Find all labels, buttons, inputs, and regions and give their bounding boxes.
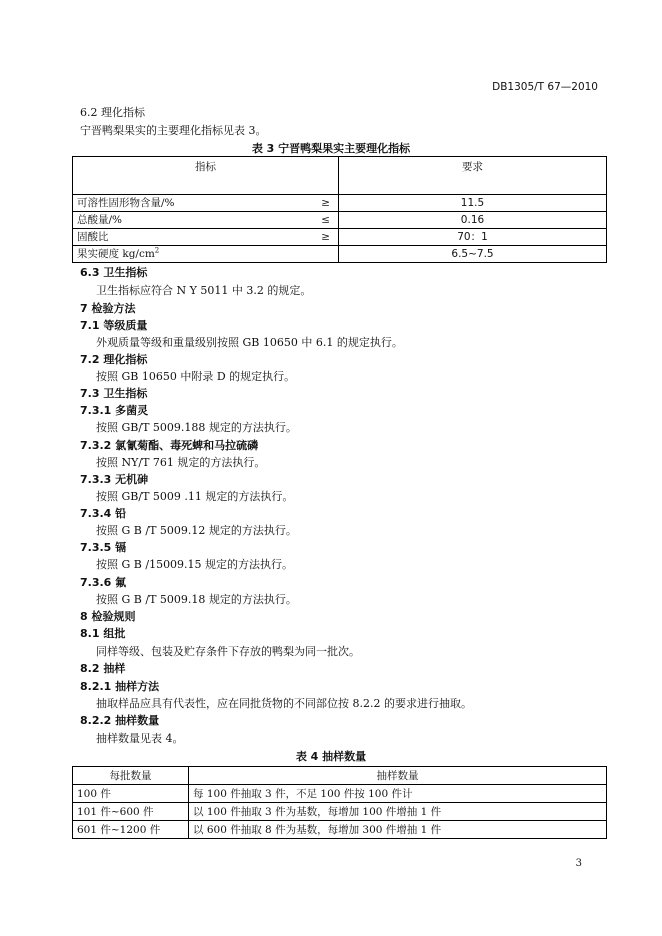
section-7-heading: 7 检验方法: [80, 302, 136, 315]
section-7-3-4-body: 按照 G B /T 5009.12 规定的方法执行。: [96, 524, 297, 537]
section-8-2-2-body: 抽样数量见表 4。: [96, 732, 184, 745]
table-3: [72, 156, 607, 263]
section-7-2-heading: 7.2 理化指标: [80, 353, 148, 366]
section-8-2-1-body: 抽取样品应具有代表性，应在同批货物的不同部位按 8.2.2 的要求进行抽取。: [96, 697, 472, 710]
table-row: [73, 229, 607, 246]
table-3-header-requirement: 要求: [339, 157, 607, 195]
table-row: [73, 803, 607, 821]
table-cell-value: 11.5: [339, 195, 607, 212]
table-row: [73, 821, 607, 839]
comparison-symbol: ≥: [321, 231, 330, 243]
section-7-3-2-heading: 7.3.2 氯氰菊酯、毒死蜱和马拉硫磷: [80, 439, 259, 452]
section-7-3-3-heading: 7.3.3 无机砷: [80, 473, 149, 486]
table-row: [73, 212, 607, 229]
table-cell-sample: 每 100 件抽取 3 件，不足 100 件按 100 件计: [189, 785, 607, 803]
table-4-header-sample: 抽样数量: [189, 767, 607, 785]
section-8-1-heading: 8.1 组批: [80, 627, 126, 640]
section-7-3-6-heading: 7.3.6 氟: [80, 576, 127, 589]
section-7-3-heading: 7.3 卫生指标: [80, 387, 148, 400]
indicator-name: 固酸比: [77, 231, 109, 243]
table-cell-batch: 101 件~600 件: [73, 803, 189, 821]
section-6-2-heading: 6.2 理化指标: [80, 106, 145, 119]
comparison-symbol: ≥: [321, 197, 330, 209]
table-cell-indicator: [73, 246, 339, 263]
table-4-header-batch: 每批数量: [73, 767, 189, 785]
section-7-3-3-body: 按照 GB/T 5009 .11 规定的方法执行。: [96, 490, 294, 503]
section-6-3-body: 卫生指标应符合 N Y 5011 中 3.2 的规定。: [96, 284, 312, 297]
table-row: [73, 195, 607, 212]
table-3-header-row: [73, 157, 607, 195]
section-7-3-1-heading: 7.3.1 多菌灵: [80, 404, 149, 417]
section-7-3-1-body: 按照 GB/T 5009.188 规定的方法执行。: [96, 421, 297, 434]
section-7-2-body: 按照 GB 10650 中附录 D 的规定执行。: [96, 370, 296, 383]
table-cell-sample: 以 100 件抽取 3 件为基数，每增加 100 件增抽 1 件: [189, 803, 607, 821]
table-cell-value: 0.16: [339, 212, 607, 229]
section-7-3-5-body: 按照 G B /15009.15 规定的方法执行。: [96, 558, 294, 571]
indicator-name: 总酸量/%: [77, 214, 123, 226]
section-7-1-heading: 7.1 等级质量: [80, 319, 148, 332]
section-8-heading: 8 检验规则: [80, 610, 136, 623]
indicator-name: 可溶性固形物含量/%: [77, 197, 175, 209]
table-4: [72, 766, 607, 839]
table-cell-sample: 以 600 件抽取 8 件为基数，每增加 300 件增抽 1 件: [189, 821, 607, 839]
table-cell-value: 6.5~7.5: [339, 246, 607, 263]
table-cell-value: 70：1: [339, 229, 607, 246]
document-code: DB1305/T 67—2010: [492, 81, 598, 93]
comparison-symbol: ≤: [321, 214, 330, 226]
section-7-3-6-body: 按照 G B /T 5009.18 规定的方法执行。: [96, 593, 297, 606]
section-6-3-heading: 6.3 卫生指标: [80, 266, 148, 279]
table-3-title: 表 3 宁晋鸭梨果实主要理化指标: [251, 142, 411, 155]
table-row: [73, 246, 607, 263]
section-6-2-intro: 宁晋鸭梨果实的主要理化指标见表 3。: [80, 124, 267, 137]
table-4-title: 表 4 抽样数量: [295, 750, 367, 763]
section-8-2-heading: 8.2 抽样: [80, 662, 126, 675]
table-cell-batch: 601 件~1200 件: [73, 821, 189, 839]
section-8-2-2-heading: 8.2.2 抽样数量: [80, 714, 160, 727]
section-7-1-body: 外观质量等级和重量级别按照 GB 10650 中 6.1 的规定执行。: [96, 336, 403, 349]
table-cell-indicator: [73, 229, 339, 246]
unit-superscript: 2: [154, 246, 160, 255]
section-7-3-5-heading: 7.3.5 镉: [80, 541, 127, 554]
table-3-header-indicator: 指标: [73, 157, 339, 195]
section-7-3-4-heading: 7.3.4 铅: [80, 507, 127, 520]
table-cell-indicator: [73, 212, 339, 229]
table-cell-indicator: [73, 195, 339, 212]
table-4-header-row: [73, 767, 607, 785]
indicator-name: 果实硬度 kg/cm: [77, 248, 155, 260]
section-8-2-1-heading: 8.2.1 抽样方法: [80, 680, 160, 693]
table-cell-batch: 100 件: [73, 785, 189, 803]
section-8-1-body: 同样等级、包装及贮存条件下存放的鸭梨为同一批次。: [96, 645, 360, 658]
table-row: [73, 785, 607, 803]
section-7-3-2-body: 按照 NY/T 761 规定的方法执行。: [96, 456, 266, 469]
page-number: 3: [575, 858, 582, 869]
